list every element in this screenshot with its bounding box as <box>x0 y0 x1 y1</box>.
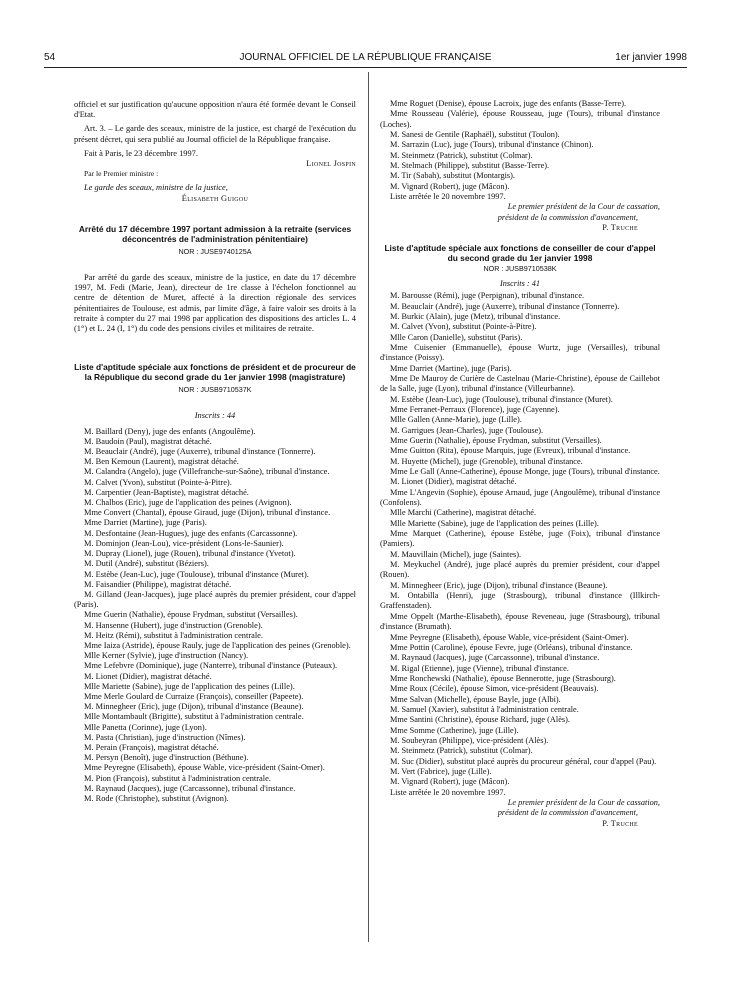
list-item: Mme Iaiza (Astride), épouse Rauly, juge de l'application des peines (Grenoble). <box>84 640 351 650</box>
list-item: Mme Peyregne (Elisabeth), épouse Wable, vice-président (Saint-Omer). <box>84 763 325 773</box>
arrete-nor: NOR : JUSE9740125A <box>178 246 252 256</box>
list-item: M. Calvet (Yvon), substitut (Pointe-à-Pitre). <box>390 322 537 332</box>
liste-2-title: Liste d'aptitude spéciale aux fonctions de conseiller de cour d'appel du second grade du 1er janvier 1998 <box>384 243 656 264</box>
list-item: Mme Pottin (Caroline), épouse Fevre, juge (Orléans), tribunal d'instance. <box>390 642 633 652</box>
list-item: M. Garrigues (Jean-Charles), juge (Toulouse). <box>390 425 544 435</box>
list-item: M. Calvet (Yvon), substitut (Pointe-à-Pitre). <box>84 477 232 487</box>
list-item: Mme Rousseau (Valérie), épouse Rousseau, juge (Tours), tribunal d'instance (Loches). <box>380 109 660 129</box>
list-item: Mlle Mariette (Sabine), juge de l'application des peines (Lille). <box>84 681 295 691</box>
list-item: M. Dupray (Lionel), juge (Rouen), tribunal d'instance (Yvetot). <box>84 549 296 559</box>
signature-2-line2: président de la commission d'avancement, <box>497 808 638 818</box>
signatory-jospin: Lionel Jospin <box>306 159 356 169</box>
list-item: M. Minnegheer (Eric), juge (Dijon), tribunal d'instance (Beaune). <box>84 702 304 712</box>
list-item: Mme Roux (Cécile), épouse Simon, vice-président (Beauvais). <box>390 684 599 694</box>
par-premier-ministre: Par le Premier ministre : <box>84 169 159 179</box>
list-item: Mlle Gallen (Anne-Marie), juge (Lille). <box>390 415 522 425</box>
list-item: M. Vert (Fabrice), juge (Lille). <box>390 766 492 776</box>
list-item: Mme Oppelt (Marthe-Elisabeth), épouse Reveneau, juge (Strasbourg), tribunal d'instance (Brumath). <box>380 611 660 632</box>
list-item: M. Samuel (Xavier), substitut à l'administration centrale. <box>390 704 579 714</box>
list-item: Mme Darriet (Martine), juge (Paris). <box>84 518 207 528</box>
list-item: M. Barousse (Rémi), juge (Perpignan), tribunal d'instance. <box>390 291 585 301</box>
list-item: M. Baillard (Deny), juge des enfants (Angoulême). <box>84 426 256 436</box>
list-item: M. Mauvillain (Michel), juge (Saintes). <box>390 549 522 559</box>
signature-1-line1: Le premier président de la Cour de cassation, <box>507 202 660 212</box>
list-item: M. Stelmach (Philippe), substitut (Basse-Terre). <box>390 161 550 171</box>
list-item: M. Pion (François), substitut à l'administration centrale. <box>84 773 271 783</box>
list-item: M. Heitz (Rémi), substitut à l'administration centrale. <box>84 630 263 640</box>
list-item: M. Sarrazin (Luc), juge (Tours), tribunal d'instance (Chinon). <box>390 140 594 150</box>
liste-1-continued <box>380 99 660 192</box>
list-item: M. Ben Kemoun (Laurent), magistrat détaché. <box>84 457 239 467</box>
list-item: Mme Merle Goulard de Curraize (François), conseiller (Papeete). <box>84 691 304 701</box>
signature-2-name: P. Truche <box>602 818 638 828</box>
arrete-title: Arrêté du 17 décembre 1997 portant admission à la retraite (services déconcentrés de l'administration pénitentiaire) <box>78 223 352 244</box>
right-column <box>380 99 660 829</box>
signature-1-line2: président de la commission d'avancement, <box>497 212 638 222</box>
list-item: M. Tir (Sabah), substitut (Montargis). <box>390 171 515 181</box>
list-item: M. Lionet (Didier), magistrat détaché. <box>84 671 212 681</box>
list-item: M. Carpentier (Jean-Baptiste), magistrat détaché. <box>84 487 249 497</box>
list-item: Mme De Mauroy de Curière de Castelnau (Marie-Christine), épouse de Caillebot de la Salle, juge (Lyon), tribunal d'instance (Villeurbanne). <box>380 373 660 394</box>
liste-2-nor: NOR : JUSB9710538K <box>483 264 557 274</box>
list-item: M. Suc (Didier), substitut placé auprès du procureur général, cour d'appel (Pau). <box>390 756 657 766</box>
list-item: M. Rode (Christophe), substitut (Avignon). <box>84 793 229 803</box>
page-header <box>44 52 687 66</box>
signature-1-name: P. Truche <box>602 223 638 233</box>
list-item: Mlle Caron (Danielle), substitut (Paris). <box>390 332 523 342</box>
list-item: M. Raynaud (Jacques), juge (Carcassonne), tribunal d'instance. <box>84 783 296 793</box>
list-item: Mme Lefebvre (Dominique), juge (Nanterre), tribunal d'instance (Puteaux). <box>84 661 338 671</box>
liste-2-inscrits: Inscrits : 41 <box>499 278 541 288</box>
list-item: M. Vignard (Robert), juge (Mâcon). <box>390 777 510 787</box>
signatory-guigou: Élisabeth Guigou <box>181 193 249 203</box>
list-item: M. Lionet (Didier), magistrat détaché. <box>390 477 517 487</box>
list-item: M. Meykuchel (André), juge placé auprès du premier président, cour d'appel (Rouen). <box>380 560 660 580</box>
list-item: M. Perain (François), magistrat détaché. <box>84 742 219 752</box>
list-item: Mme Salvan (Michelle), épouse Bayle, juge (Albi). <box>390 694 561 704</box>
liste-1-inscrits: Inscrits : 44 <box>194 411 236 421</box>
left-column <box>74 100 356 804</box>
list-item: Mme Ronchewski (Nathalie), épouse Bennerotte, juge (Strasbourg). <box>390 673 616 683</box>
list-item: Mme Guitton (Rita), épouse Marquis, juge (Evreux), tribunal d'instance. <box>390 446 631 456</box>
list-item: M. Estèbe (Jean-Luc), juge (Toulouse), tribunal d'instance (Muret). <box>390 394 613 404</box>
journal-title: JOURNAL OFFICIEL DE LA RÉPUBLIQUE FRANÇAISE <box>239 52 492 63</box>
list-item: M. Sanesi de Gentile (Raphaël), substitut (Toulon). <box>390 130 560 140</box>
list-item: M. Ontabilla (Henri), juge (Strasbourg), tribunal d'instance (Illkirch-Graffenstaden). <box>380 591 660 611</box>
list-item: Mme Roguet (Denise), épouse Lacroix, juge des enfants (Basse-Terre). <box>390 99 627 108</box>
list-item: Mme Peyregne (Elisabeth), épouse Wable, vice-président (Saint-Omer). <box>390 632 629 642</box>
list-item: M. Pasta (Christian), juge d'instruction (Nîmes). <box>84 732 246 742</box>
list-item: M. Minnegheer (Eric), juge (Dijon), tribunal d'instance (Beaune). <box>390 580 608 590</box>
list-item: M. Faisandier (Philippe), magistrat détaché. <box>84 579 232 589</box>
list-item: M. Dutil (André), substitut (Béziers). <box>84 559 209 569</box>
list-item: Mme Convert (Chantal), épouse Giraud, juge (Dijon), tribunal d'instance. <box>84 508 331 518</box>
article-3: Art. 3. – Le garde des sceaux, ministre de la justice, est chargé de l'exécution du présent décret, qui sera publié au Journal officiel de la République française. <box>74 124 356 144</box>
list-item: Mlle Montambault (Brigitte), substitut à l'administration centrale. <box>84 712 304 722</box>
signature-2-line1: Le premier président de la Cour de cassation, <box>507 798 660 807</box>
column-divider <box>368 72 369 942</box>
liste-2-entries <box>380 291 660 788</box>
liste-1-arretee: Liste arrêtée le 20 novembre 1997. <box>390 192 506 202</box>
liste-1-title: Liste d'aptitude spéciale aux fonctions de président et de procureur de la République du second grade du 1er janvier 1998 (magistrature) <box>74 362 356 383</box>
list-item: Mlle Panetta (Corinne), juge (Lyon). <box>84 722 207 732</box>
fait-a-paris: Fait à Paris, le 23 décembre 1997. <box>84 148 198 158</box>
list-item: Mlle Marchi (Catherine), magistrat détaché. <box>390 508 537 518</box>
list-item: Mlle Mariette (Sabine), juge de l'application des peines (Lille). <box>390 518 599 528</box>
list-item: Mlle Kerner (Sylvie), juge d'instruction (Nancy). <box>84 651 249 661</box>
list-item: M. Soubeyran (Philippe), vice-président (Alès). <box>390 735 549 745</box>
list-item: M. Beauclair (André), juge (Auxerre), tribunal d'instance (Tonnerre). <box>390 301 620 311</box>
list-item: M. Raynaud (Jacques), juge (Carcassonne), tribunal d'instance. <box>390 653 600 663</box>
list-item: M. Huyette (Michel), juge (Grenoble), tribunal d'instance. <box>390 456 583 466</box>
list-item: Mme Le Gall (Anne-Catherine), épouse Monge, juge (Tours), tribunal d'instance. <box>390 467 660 476</box>
list-item: Mme L'Angevin (Sophie), épouse Arnaud, juge (Angoulême), tribunal d'instance (Confolens). <box>380 487 660 508</box>
list-item: M. Calandra (Angelo), juge (Villefranche-sur-Saône), tribunal d'instance. <box>84 467 330 477</box>
list-item: Mme Somme (Catherine), juge (Lille). <box>390 725 519 735</box>
list-item: M. Desfontaine (Jean-Hugues), juge des enfants (Carcassonne). <box>84 528 298 538</box>
list-item: M. Vignard (Robert), juge (Mâcon). <box>390 181 510 191</box>
page-number: 54 <box>44 52 56 63</box>
liste-2-arretee: Liste arrêtée le 20 novembre 1997. <box>390 787 506 797</box>
list-item: M. Gilland (Jean-Jacques), juge placé auprès du premier président, cour d'appel (Paris). <box>74 589 356 610</box>
list-item: Mme Guerin (Nathalie), épouse Frydman, substitut (Versailles). <box>390 435 602 445</box>
list-item: M. Hansenne (Hubert), juge d'instruction (Grenoble). <box>84 620 263 630</box>
list-item: Mme Cuisenier (Emmanuelle), épouse Wurtz, juge (Versailles), tribunal d'instance (Poissy). <box>380 342 660 363</box>
list-item: M. Dominjon (Jean-Lou), vice-président (Lons-le-Saunier). <box>84 538 284 548</box>
liste-1-entries <box>74 427 356 805</box>
liste-1-nor: NOR : JUSB9710537K <box>178 385 252 395</box>
header-rule <box>44 67 687 68</box>
list-item: M. Baudoin (Paul), magistrat détaché. <box>84 436 212 446</box>
list-item: M. Burkic (Alain), juge (Metz), tribunal d'instance. <box>390 311 561 321</box>
intro-paragraph: officiel et sur justification qu'aucune opposition n'aura été formée devant le Conseil d'Etat. <box>74 100 356 120</box>
list-item: Mme Darriet (Martine), juge (Paris). <box>390 363 512 373</box>
arrete-text: Par arrêté du garde des sceaux, ministre de la justice, en date du 17 décembre 1997, M. Fedi (Marie, Jean), directeur de 1re classe à l'échelon fonctionnel au centre de détention de Muret, affecté à la direction régionale des services pénitentiaires de Toulouse, est admis, par limite d'âge, à faire valoir ses droits à la retraite à compter du 27 mai 1998 par application des dispositions des articles L. 4 (1°) et L. 24 (I, 1°) du code des pensions civiles et militaires de retraite. <box>74 273 356 334</box>
list-item: M. Chalbos (Eric), juge de l'application des peines (Avignon). <box>84 498 292 508</box>
list-item: Mme Guerin (Nathalie), épouse Frydman, substitut (Versailles). <box>84 610 298 620</box>
issue-date: 1er janvier 1998 <box>615 52 687 63</box>
list-item: Mme Santini (Christine), épouse Richard, juge (Alès). <box>390 715 570 725</box>
garde-des-sceaux: Le garde des sceaux, ministre de la justice, <box>84 183 228 193</box>
list-item: Mme Ferranet-Perraux (Florence), juge (Cayenne). <box>390 404 560 414</box>
list-item: M. Steinmetz (Patrick), substitut (Colmar). <box>390 150 533 160</box>
list-item: M. Beauclair (André), juge (Auxerre), tribunal d'instance (Tonnerre). <box>84 447 316 457</box>
list-item: M. Persyn (Benoît), juge d'instruction (Béthune). <box>84 753 249 763</box>
list-item: M. Steinmetz (Patrick), substitut (Colmar). <box>390 746 533 756</box>
list-item: M. Rigal (Etienne), juge (Vienne), tribunal d'instance. <box>390 663 569 673</box>
list-item: M. Estèbe (Jean-Luc), juge (Toulouse), tribunal d'instance (Muret). <box>84 569 309 579</box>
list-item: Mme Marquet (Catherine), épouse Estèbe, juge (Foix), tribunal d'instance (Pamiers). <box>380 529 660 549</box>
